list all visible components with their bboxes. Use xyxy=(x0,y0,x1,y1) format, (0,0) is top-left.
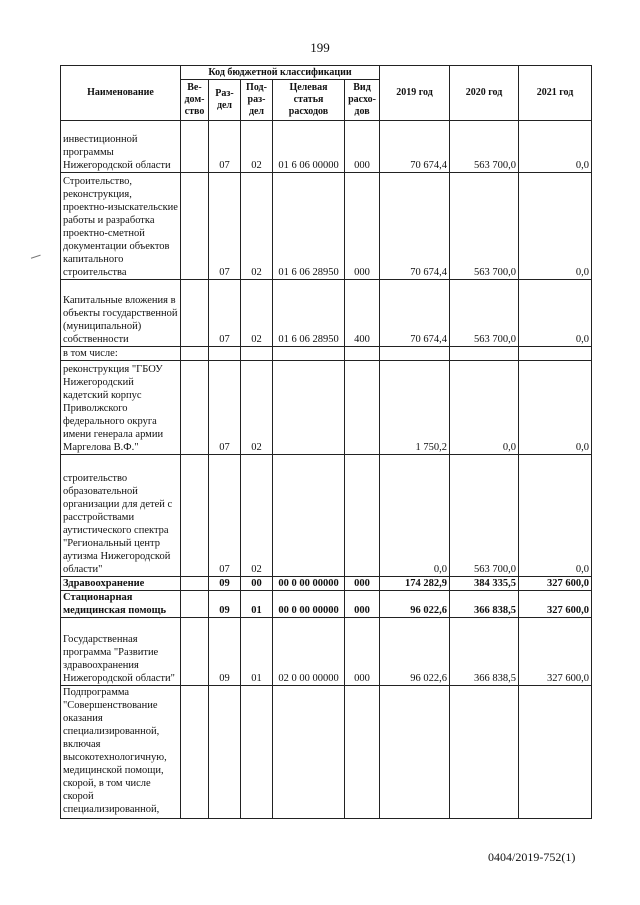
row-vedomstvo xyxy=(181,577,209,591)
row-vedomstvo xyxy=(181,173,209,280)
row-name: Капитальные вложения в объекты государственной (муниципальной) собственности xyxy=(61,280,181,347)
row-vid: 000 xyxy=(345,173,380,280)
row-2020: 563 700,0 xyxy=(450,280,519,347)
row-vedomstvo xyxy=(181,618,209,686)
col-header-vid: Вид расхо- дов xyxy=(345,80,380,121)
row-podrazdel xyxy=(241,347,273,361)
row-2019 xyxy=(380,686,450,819)
col-header-name: Наименование xyxy=(61,66,181,121)
row-2019: 70 674,4 xyxy=(380,121,450,173)
budget-table xyxy=(60,65,592,819)
row-vid: 000 xyxy=(345,618,380,686)
row-podrazdel: 02 xyxy=(241,455,273,577)
table-row xyxy=(61,618,592,686)
row-celevaya xyxy=(273,455,345,577)
row-2021: 0,0 xyxy=(519,280,592,347)
row-vid xyxy=(345,347,380,361)
row-podrazdel: 01 xyxy=(241,591,273,618)
row-2019: 96 022,6 xyxy=(380,618,450,686)
table-row xyxy=(61,121,592,173)
row-celevaya: 00 0 00 00000 xyxy=(273,577,345,591)
row-2020: 0,0 xyxy=(450,361,519,455)
table-row xyxy=(61,686,592,819)
table-row xyxy=(61,577,592,591)
row-2019: 70 674,4 xyxy=(380,173,450,280)
row-name: Здравоохранение xyxy=(61,577,181,591)
row-vid: 000 xyxy=(345,121,380,173)
row-vedomstvo xyxy=(181,591,209,618)
row-2021: 0,0 xyxy=(519,121,592,173)
row-podrazdel: 02 xyxy=(241,280,273,347)
row-2021: 0,0 xyxy=(519,361,592,455)
row-celevaya xyxy=(273,686,345,819)
row-podrazdel: 01 xyxy=(241,618,273,686)
row-2020 xyxy=(450,347,519,361)
row-celevaya xyxy=(273,347,345,361)
page-number: 199 xyxy=(310,40,330,55)
row-celevaya: 02 0 00 00000 xyxy=(273,618,345,686)
row-2021: 0,0 xyxy=(519,173,592,280)
row-name: инвестиционной программы Нижегородской области xyxy=(61,121,181,173)
row-vid xyxy=(345,361,380,455)
row-2019: 96 022,6 xyxy=(380,591,450,618)
row-razdel: 07 xyxy=(209,280,241,347)
col-header-podrazdel: Под- раз- дел xyxy=(241,80,273,121)
row-2020: 384 335,5 xyxy=(450,577,519,591)
table-row xyxy=(61,173,592,280)
row-celevaya: 01 6 06 00000 xyxy=(273,121,345,173)
row-vid xyxy=(345,455,380,577)
col-header-celevaya: Целевая статья расходов xyxy=(273,80,345,121)
row-vedomstvo xyxy=(181,361,209,455)
row-podrazdel: 02 xyxy=(241,121,273,173)
row-name: в том числе: xyxy=(61,347,181,361)
row-razdel: 07 xyxy=(209,455,241,577)
row-name: Стационарная медицинская помощь xyxy=(61,591,181,618)
row-2021: 327 600,0 xyxy=(519,618,592,686)
row-vid: 400 xyxy=(345,280,380,347)
table-row xyxy=(61,280,592,347)
row-2021 xyxy=(519,686,592,819)
table-row xyxy=(61,455,592,577)
row-2019 xyxy=(380,347,450,361)
row-2020: 563 700,0 xyxy=(450,121,519,173)
table-row xyxy=(61,347,592,361)
row-podrazdel: 00 xyxy=(241,577,273,591)
document-code: 0404/2019-752(1) xyxy=(488,850,576,864)
table-row xyxy=(61,361,592,455)
row-vedomstvo xyxy=(181,280,209,347)
col-header-2021: 2021 год xyxy=(519,66,592,121)
row-name: Государственная программа "Развитие здравоохранения Нижегородской области" xyxy=(61,618,181,686)
row-2020: 366 838,5 xyxy=(450,591,519,618)
row-vid: 000 xyxy=(345,577,380,591)
row-razdel: 09 xyxy=(209,618,241,686)
row-2019: 0,0 xyxy=(380,455,450,577)
row-name: Подпрограмма "Совершенствование оказания специализированной, включая высокотехнологичную, медицинской помощи, скорой, в том числе скорой специализированной, xyxy=(61,686,181,819)
row-razdel: 09 xyxy=(209,591,241,618)
row-razdel: 07 xyxy=(209,361,241,455)
row-2020: 563 700,0 xyxy=(450,173,519,280)
row-razdel: 09 xyxy=(209,577,241,591)
row-razdel xyxy=(209,686,241,819)
row-vedomstvo xyxy=(181,686,209,819)
row-celevaya: 01 6 06 28950 xyxy=(273,280,345,347)
row-2020 xyxy=(450,686,519,819)
row-celevaya: 01 6 06 28950 xyxy=(273,173,345,280)
row-vedomstvo xyxy=(181,121,209,173)
margin-mark xyxy=(31,255,43,267)
col-header-2019: 2019 год xyxy=(380,66,450,121)
row-2021: 327 600,0 xyxy=(519,591,592,618)
col-header-razdel: Раз- дел xyxy=(209,80,241,121)
row-vid xyxy=(345,686,380,819)
row-razdel: 07 xyxy=(209,121,241,173)
row-2019: 1 750,2 xyxy=(380,361,450,455)
col-header-2020: 2020 год xyxy=(450,66,519,121)
row-vedomstvo xyxy=(181,347,209,361)
row-2021: 327 600,0 xyxy=(519,577,592,591)
row-2021 xyxy=(519,347,592,361)
row-podrazdel: 02 xyxy=(241,173,273,280)
row-2019: 70 674,4 xyxy=(380,280,450,347)
row-2020: 563 700,0 xyxy=(450,455,519,577)
col-header-vedomstvo: Ве- дом- ство xyxy=(181,80,209,121)
row-name: строительство образовательной организации для детей с расстройствами аутистического спектра "Региональный центр аутизма Нижегородской области" xyxy=(61,455,181,577)
row-name: Строительство, реконструкция, проектно-изыскательские работы и разработка проектно-сметной документации объектов капитального строительства xyxy=(61,173,181,280)
row-vedomstvo xyxy=(181,455,209,577)
row-podrazdel xyxy=(241,686,273,819)
col-header-code-group: Код бюджетной классификации xyxy=(181,66,380,80)
table-row xyxy=(61,591,592,618)
row-celevaya xyxy=(273,361,345,455)
row-celevaya: 00 0 00 00000 xyxy=(273,591,345,618)
row-podrazdel: 02 xyxy=(241,361,273,455)
row-2021: 0,0 xyxy=(519,455,592,577)
row-name: реконструкция "ГБОУ Нижегородский кадетский корпус Приволжского федерального округа имени генерала армии Маргелова В.Ф." xyxy=(61,361,181,455)
row-2020: 366 838,5 xyxy=(450,618,519,686)
row-2019: 174 282,9 xyxy=(380,577,450,591)
row-razdel xyxy=(209,347,241,361)
row-vid: 000 xyxy=(345,591,380,618)
row-razdel: 07 xyxy=(209,173,241,280)
